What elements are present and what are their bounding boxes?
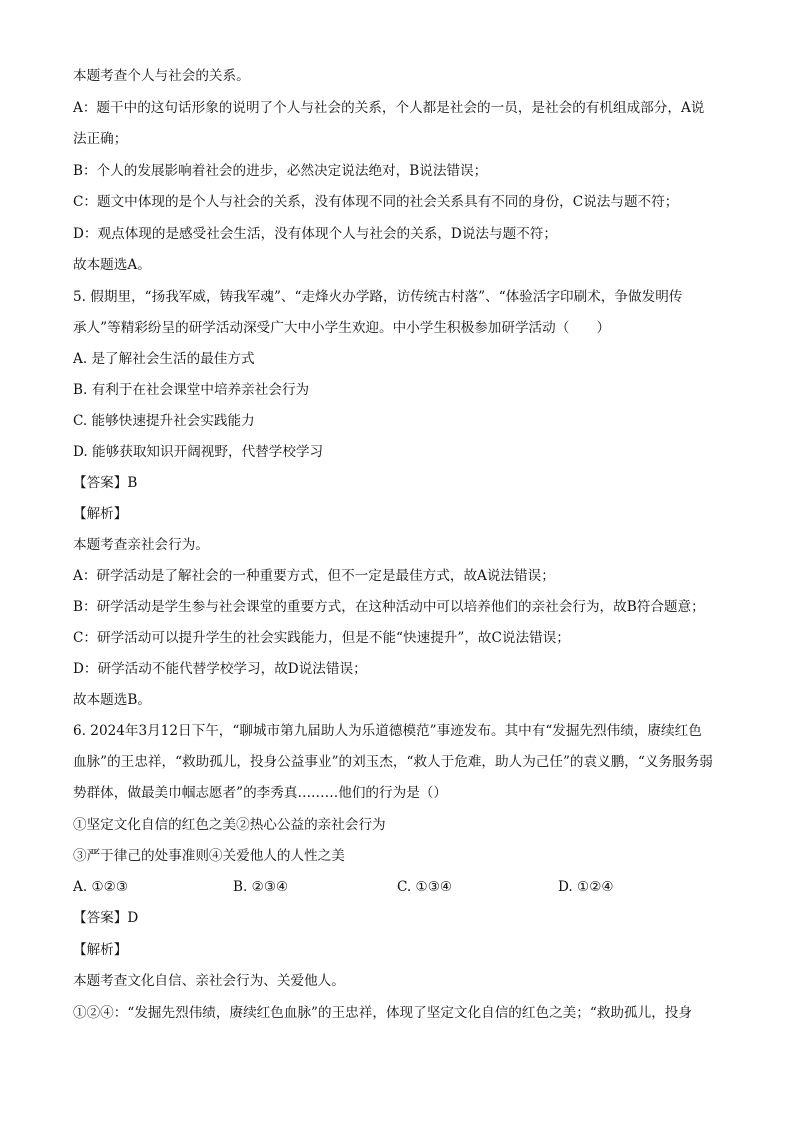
q5-option-c: C. 能够快速提升社会实践能力 <box>73 413 255 429</box>
prev-analysis-b: B：个人的发展影响着社会的进步，必然决定说法绝对，B说法错误； <box>73 163 488 179</box>
q6-stem-line3: 势群体，做最美巾帼志愿者”的李秀真………他们的行为是（） <box>73 785 447 801</box>
q6-analysis-intro: 本题考查文化自信、亲社会行为、关爱他人。 <box>73 973 345 989</box>
q5-stem-line2: 承人”等精彩纷呈的研学活动深受广大中小学生欢迎。中小学生积极参加研学活动（ ） <box>73 320 611 336</box>
q5-answer: 【答案】B <box>73 475 138 491</box>
q5-conclusion: 故本题选B。 <box>73 692 151 708</box>
q6-answer: 【答案】D <box>73 910 139 926</box>
q5-analysis-d: D：研学活动不能代替学校学习，故D说法错误； <box>73 661 367 677</box>
q5-stem-line1: 5. 假期里，“扬我军威，铸我军魂”、“走烽火办学路，访传统古村落”、“体验活字印刷术，争做发明传 <box>73 289 683 305</box>
q6-items-3-4: ③严于律己的处事准则④关爱他人的人性之美 <box>73 848 345 864</box>
q6-option-b: B. ②③④ <box>233 879 289 895</box>
prev-analysis-a-line1: A：题干中的这句话形象的说明了个人与社会的关系，个人都是社会的一员，是社会的有机组成部分，A说 <box>73 100 705 116</box>
q6-stem-line2: 血脉”的王忠祥，“救助孤儿，投身公益事业”的刘玉杰，“救人于危难，助人为己任”的袁义鹏，“义务服务弱 <box>73 754 713 770</box>
q6-option-a: A. ①②③ <box>73 879 129 895</box>
prev-analysis-c: C：题文中体现的是个人与社会的关系，没有体现不同的社会关系具有不同的身份，C说法与题不符； <box>73 194 679 210</box>
q6-stem-line1: 6. 2024年3月12日下午，“聊城市第九届助人为乐道德模范”事迹发布。其中有“发掘先烈伟绩，赓续红色 <box>73 723 702 739</box>
q5-analysis-label: 【解析】 <box>73 506 128 522</box>
q6-option-d: D. ①②④ <box>558 879 614 895</box>
q5-analysis-b: B：研学活动是学生参与社会课堂的重要方式，在这种活动中可以培养他们的亲社会行为，故B符合题意； <box>73 599 705 615</box>
q6-items-1-2: ①坚定文化自信的红色之美②热心公益的亲社会行为 <box>73 817 386 833</box>
q5-analysis-c: C：研学活动可以提升学生的社会实践能力，但是不能“快速提升”，故C说法错误； <box>73 630 570 646</box>
q6-analysis-label: 【解析】 <box>73 942 128 958</box>
prev-analysis-intro: 本题考查个人与社会的关系。 <box>73 68 250 84</box>
q5-option-d: D. 能够获取知识开阔视野，代替学校学习 <box>73 444 324 460</box>
prev-analysis-a-line2: 法正确； <box>73 131 128 147</box>
prev-conclusion: 故本题选A。 <box>73 257 151 273</box>
q5-analysis-a: A：研学活动是了解社会的一种重要方式，但不一定是最佳方式，故A说法错误； <box>73 568 555 584</box>
prev-analysis-d: D：观点体现的是感受社会生活，没有体现个人与社会的关系，D说法与题不符； <box>73 226 557 242</box>
q6-option-c: C. ①③④ <box>397 879 453 895</box>
q6-analysis-line1: ①②④：“发掘先烈伟绩，赓续红色血脉”的王忠祥，体现了坚定文化自信的红色之美；“救助孤儿，投身 <box>73 1005 692 1021</box>
q5-analysis-intro: 本题考查亲社会行为。 <box>73 537 209 553</box>
q5-option-b: B. 有利于在社会课堂中培养亲社会行为 <box>73 382 310 398</box>
q5-option-a: A. 是了解社会生活的最佳方式 <box>73 351 255 367</box>
